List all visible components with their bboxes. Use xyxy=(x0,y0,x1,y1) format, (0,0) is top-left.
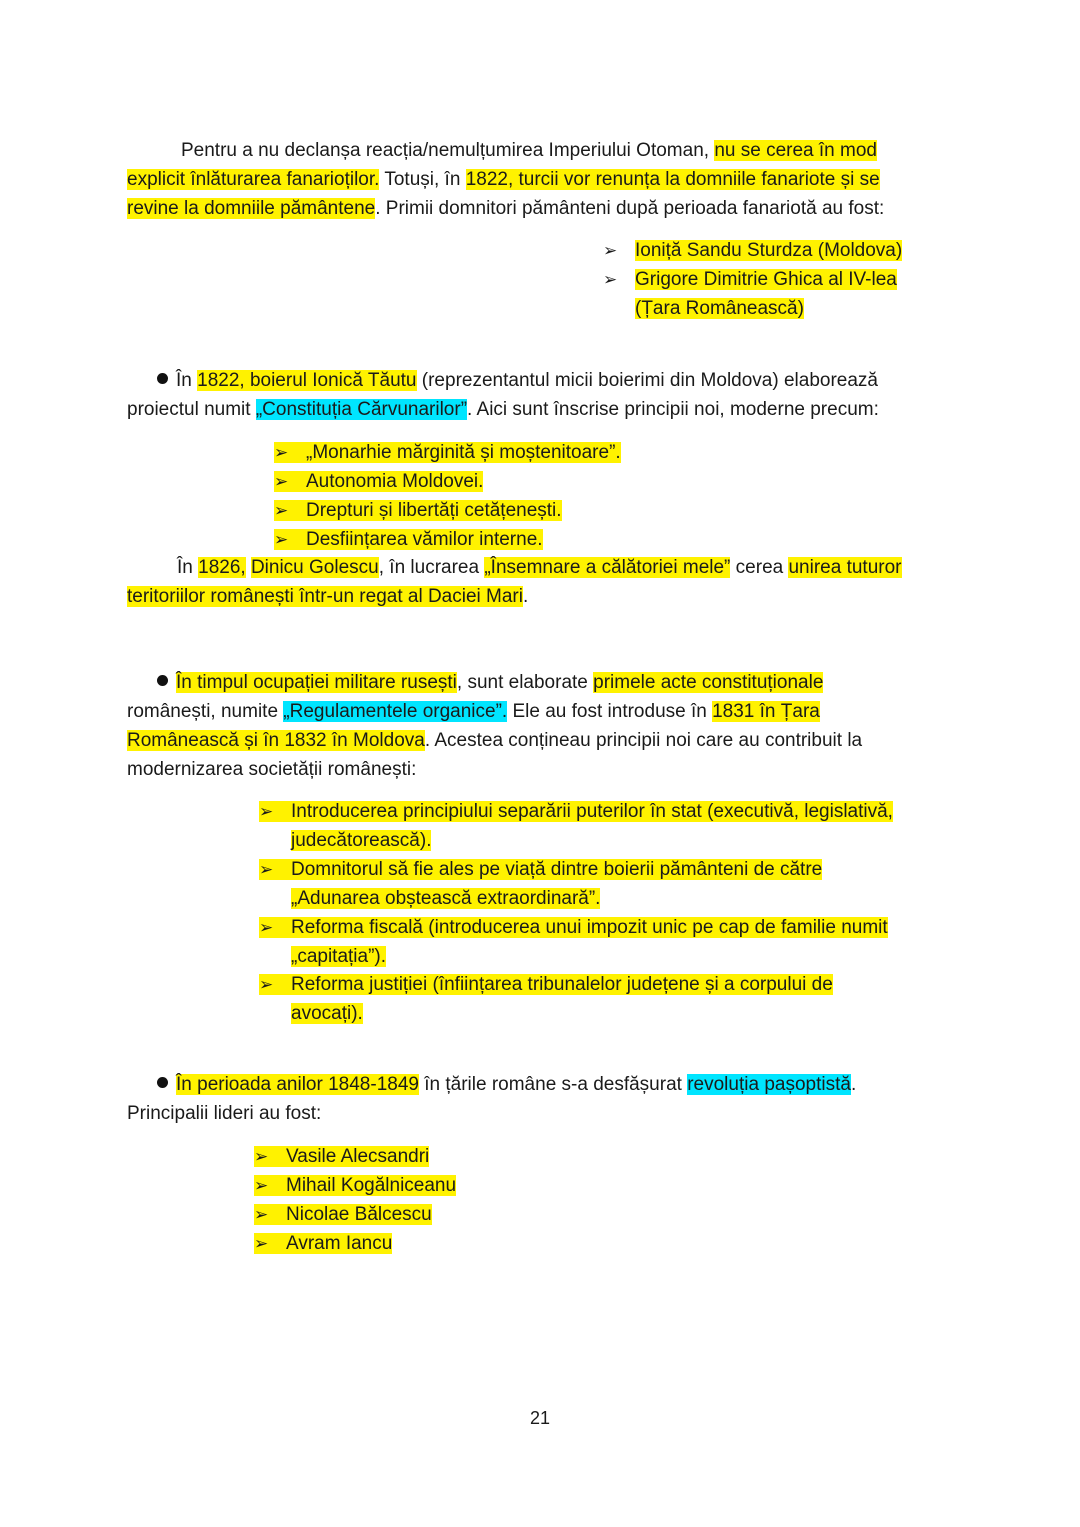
list-item-text: Domnitorul să fie ales pe viață dintre boierii pământeni de către xyxy=(291,859,823,880)
arrow-bullet-icon: ➢ xyxy=(254,1176,269,1196)
list-item-text: Grigore Dimitrie Ghica al IV-lea xyxy=(635,269,897,290)
list-item-text: Vasile Alecsandri xyxy=(286,1146,430,1167)
list-item-text: Reforma justiției (înființarea tribunalelor județene și a corpului de xyxy=(291,974,833,995)
p4-line-4 xyxy=(127,755,416,784)
p2-line-2 xyxy=(127,395,879,424)
highlight: „Regulamentele organice”. xyxy=(283,701,508,722)
list-item xyxy=(274,525,543,555)
list-item-text: „Adunarea obștească extraordinară”. xyxy=(291,888,601,909)
list-item xyxy=(259,913,888,943)
page-number: 21 xyxy=(529,1408,551,1428)
text: românești, numite xyxy=(127,701,284,722)
list-item xyxy=(259,855,822,885)
highlight: Dinicu Golescu xyxy=(250,557,379,578)
list-item-text: „Monarhie mărginită și moștenitoare”. xyxy=(306,442,621,463)
arrow-bullet-icon: ➢ xyxy=(274,501,289,521)
arrow-bullet-icon: ➢ xyxy=(274,443,289,463)
list-item-continuation xyxy=(635,294,804,323)
bullet-icon xyxy=(157,675,168,686)
p3-line-2 xyxy=(127,582,528,611)
list-item-text: Mihail Kogălniceanu xyxy=(286,1175,457,1196)
highlight: „Constituția Cărvunarilor” xyxy=(255,399,468,420)
list-item-text: judecătorească). xyxy=(291,830,432,851)
text: Totuși, în xyxy=(379,169,466,190)
arrow-bullet-icon: ➢ xyxy=(254,1234,269,1254)
list-item xyxy=(254,1229,392,1259)
list-item-text: avocați). xyxy=(291,1003,363,1024)
text: În xyxy=(177,557,199,578)
text: proiectul numit xyxy=(127,399,256,420)
arrow-bullet-icon: ➢ xyxy=(274,472,289,492)
highlight: 1831 în Țara xyxy=(712,701,820,722)
list-item xyxy=(254,1142,429,1172)
list-item xyxy=(259,970,833,1000)
highlight: nu se cerea în mod xyxy=(714,140,877,161)
p4-line-1 xyxy=(157,668,823,697)
p2-line-1 xyxy=(157,366,878,395)
arrow-bullet-icon: ➢ xyxy=(603,270,618,290)
bullet-icon xyxy=(157,373,168,384)
highlight: explicit înlăturarea fanarioților. xyxy=(127,169,380,190)
highlight: unirea tuturor xyxy=(788,557,902,578)
highlight: 1822, boierul Ionică Tăutu xyxy=(197,370,417,391)
list-item-continuation xyxy=(291,884,600,913)
p4-line-3 xyxy=(127,726,862,755)
text: . xyxy=(850,1074,857,1095)
text: Pentru a nu declanșa reacția/nemulțumirea Imperiului Otoman, xyxy=(181,140,715,161)
highlight: Românească și în 1832 în Moldova xyxy=(127,730,425,751)
list-item-text: Avram Iancu xyxy=(286,1233,393,1254)
text: Principalii lideri au fost: xyxy=(127,1103,322,1124)
list-item-text: Autonomia Moldovei. xyxy=(306,471,484,492)
text: modernizarea societății românești: xyxy=(127,759,417,780)
text: . Acestea conțineau principii noi care au contribuit la xyxy=(424,730,863,751)
list-item xyxy=(259,797,893,827)
arrow-bullet-icon: ➢ xyxy=(259,860,274,880)
p3-line-1 xyxy=(177,553,902,582)
list-item xyxy=(254,1200,432,1230)
list-item xyxy=(603,236,902,266)
text: Ele au fost introduse în xyxy=(507,701,713,722)
text: În xyxy=(176,370,198,391)
highlight: teritoriilor românești într-un regat al Daciei Mari xyxy=(127,586,523,607)
arrow-bullet-icon: ➢ xyxy=(254,1205,269,1225)
arrow-bullet-icon: ➢ xyxy=(259,918,274,938)
text: . Aici sunt înscrise principii noi, moderne precum: xyxy=(467,399,879,420)
text: în țările române s-a desfășurat xyxy=(418,1074,688,1095)
arrow-bullet-icon: ➢ xyxy=(259,802,274,822)
list-item-continuation xyxy=(291,999,363,1028)
list-item-text: Desființarea vămilor interne. xyxy=(306,529,543,550)
highlight: „Însemnare a călătoriei mele” xyxy=(484,557,731,578)
arrow-bullet-icon: ➢ xyxy=(254,1147,269,1167)
highlight: În perioada anilor 1848-1849 xyxy=(176,1074,419,1095)
list-item-text: „capitația”). xyxy=(291,946,387,967)
text: , în lucrarea xyxy=(378,557,485,578)
list-item xyxy=(274,496,562,526)
list-item-text: Introducerea principiului separării puterilor în stat (executivă, legislativă, xyxy=(291,801,893,822)
highlight: primele acte constituționale xyxy=(593,672,824,693)
arrow-bullet-icon: ➢ xyxy=(274,530,289,550)
highlight: revoluția pașoptistă xyxy=(687,1074,851,1095)
list-item-text: Ioniță Sandu Sturdza (Moldova) xyxy=(635,240,903,261)
arrow-bullet-icon: ➢ xyxy=(259,975,274,995)
highlight: revine la domniile pământene xyxy=(127,198,376,219)
list-item xyxy=(274,467,483,497)
text: , sunt elaborate xyxy=(456,672,594,693)
p1-line-3 xyxy=(127,194,884,223)
text: . Primii domnitori pământeni după perioada fanariotă au fost: xyxy=(375,198,885,219)
text: cerea xyxy=(730,557,789,578)
list-item-continuation xyxy=(291,942,386,971)
p1-line-2 xyxy=(127,165,880,194)
list-item-text: (Țara Românească) xyxy=(635,298,804,319)
highlight: În timpul ocupației militare rusești xyxy=(176,672,457,693)
p5-line-2 xyxy=(127,1099,321,1128)
text: . xyxy=(522,586,529,607)
p4-line-2 xyxy=(127,697,820,726)
list-item-text: Reforma fiscală (introducerea unui impozit unic pe cap de familie numit xyxy=(291,917,888,938)
p1-line-1 xyxy=(181,136,877,165)
list-item xyxy=(254,1171,456,1201)
bullet-icon xyxy=(157,1077,168,1088)
list-item-text: Nicolae Bălcescu xyxy=(286,1204,432,1225)
list-item xyxy=(274,438,621,468)
highlight: 1822, turcii vor renunța la domniile fanariote și se xyxy=(465,169,880,190)
list-item-text: Drepturi și libertăți cetățenești. xyxy=(306,500,562,521)
highlight: 1826, xyxy=(198,557,246,578)
text: (reprezentantul micii boierimi din Moldova) elaborează xyxy=(416,370,878,391)
arrow-bullet-icon: ➢ xyxy=(603,241,618,261)
list-item xyxy=(603,265,897,295)
list-item-continuation xyxy=(291,826,431,855)
p5-line-1 xyxy=(157,1070,856,1099)
